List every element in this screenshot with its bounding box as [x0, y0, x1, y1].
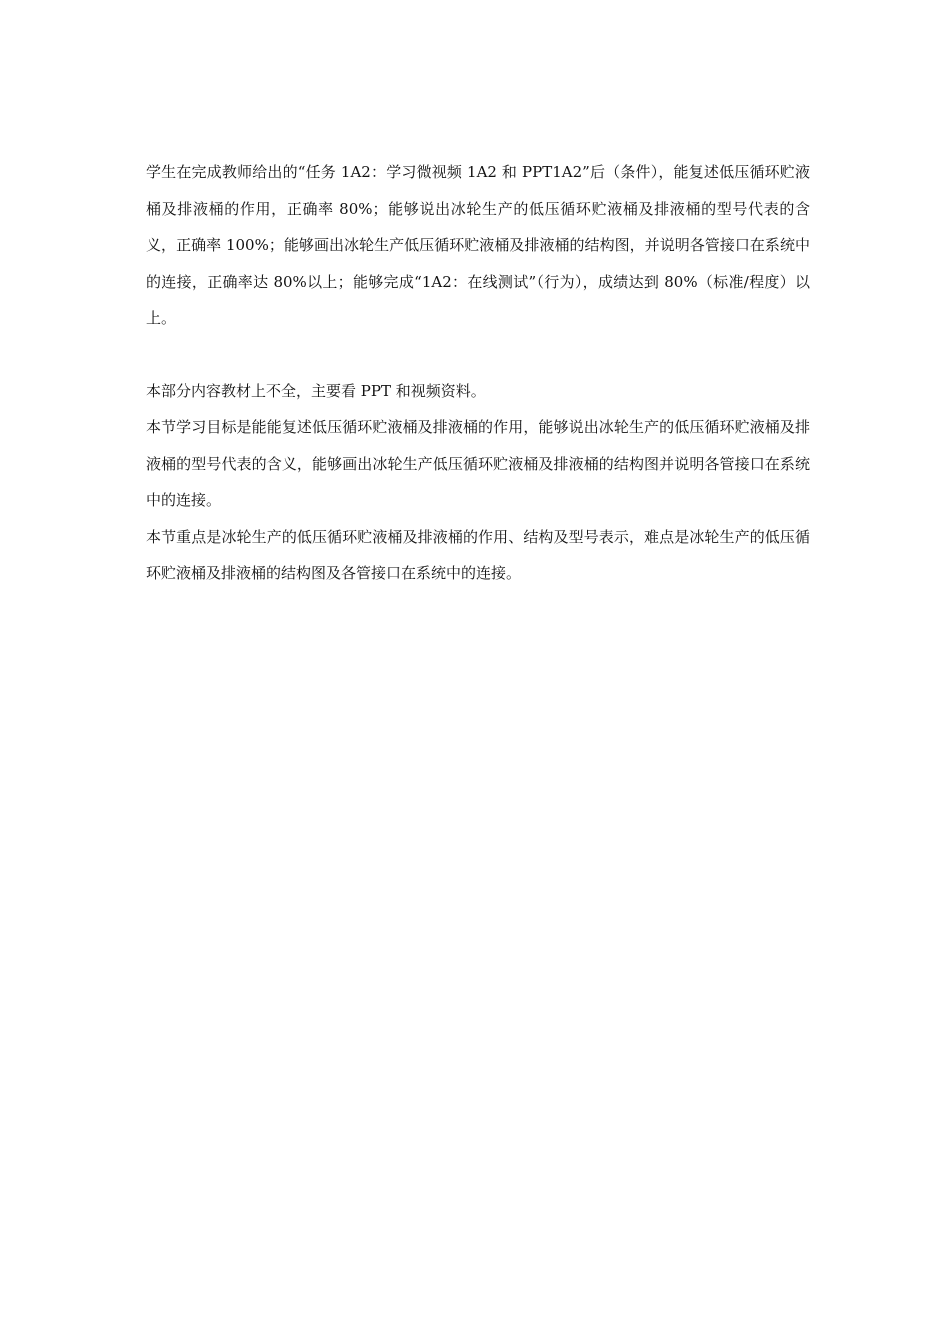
document-body	[146, 154, 810, 592]
learning-objective-paragraph: 学生在完成教师给出的“任务 1A2：学习微视频 1A2 和 PPT1A2”后（条件），能复述低压循环贮液桶及排液桶的作用，正确率 80%；能够说出冰轮生产的低压循环贮液桶及排液桶的型号代表的含义，正确率 100%；能够画出冰轮生产低压循环贮液桶及排液桶的结构图，并说明各管接口在系统中的连接，正确率达 80%以上；能够完成“1A2：在线测试”（行为），成绩达到 80%（标准/程度）以上。	[146, 163, 810, 327]
material-note-paragraph: 本部分内容教材上不全，主要看 PPT 和视频资料。	[146, 381, 486, 400]
learning-goal-paragraph: 本节学习目标是能能复述低压循环贮液桶及排液桶的作用，能够说出冰轮生产的低压循环贮液桶及排液桶的型号代表的含义，能够画出冰轮生产低压循环贮液桶及排液桶的结构图并说明各管接口在系统中的连接。	[146, 418, 810, 509]
key-points-paragraph: 本节重点是冰轮生产的低压循环贮液桶及排液桶的作用、结构及型号表示，难点是冰轮生产的低压循环贮液桶及排液桶的结构图及各管接口在系统中的连接。	[146, 527, 810, 582]
paragraph-spacer	[146, 337, 810, 373]
